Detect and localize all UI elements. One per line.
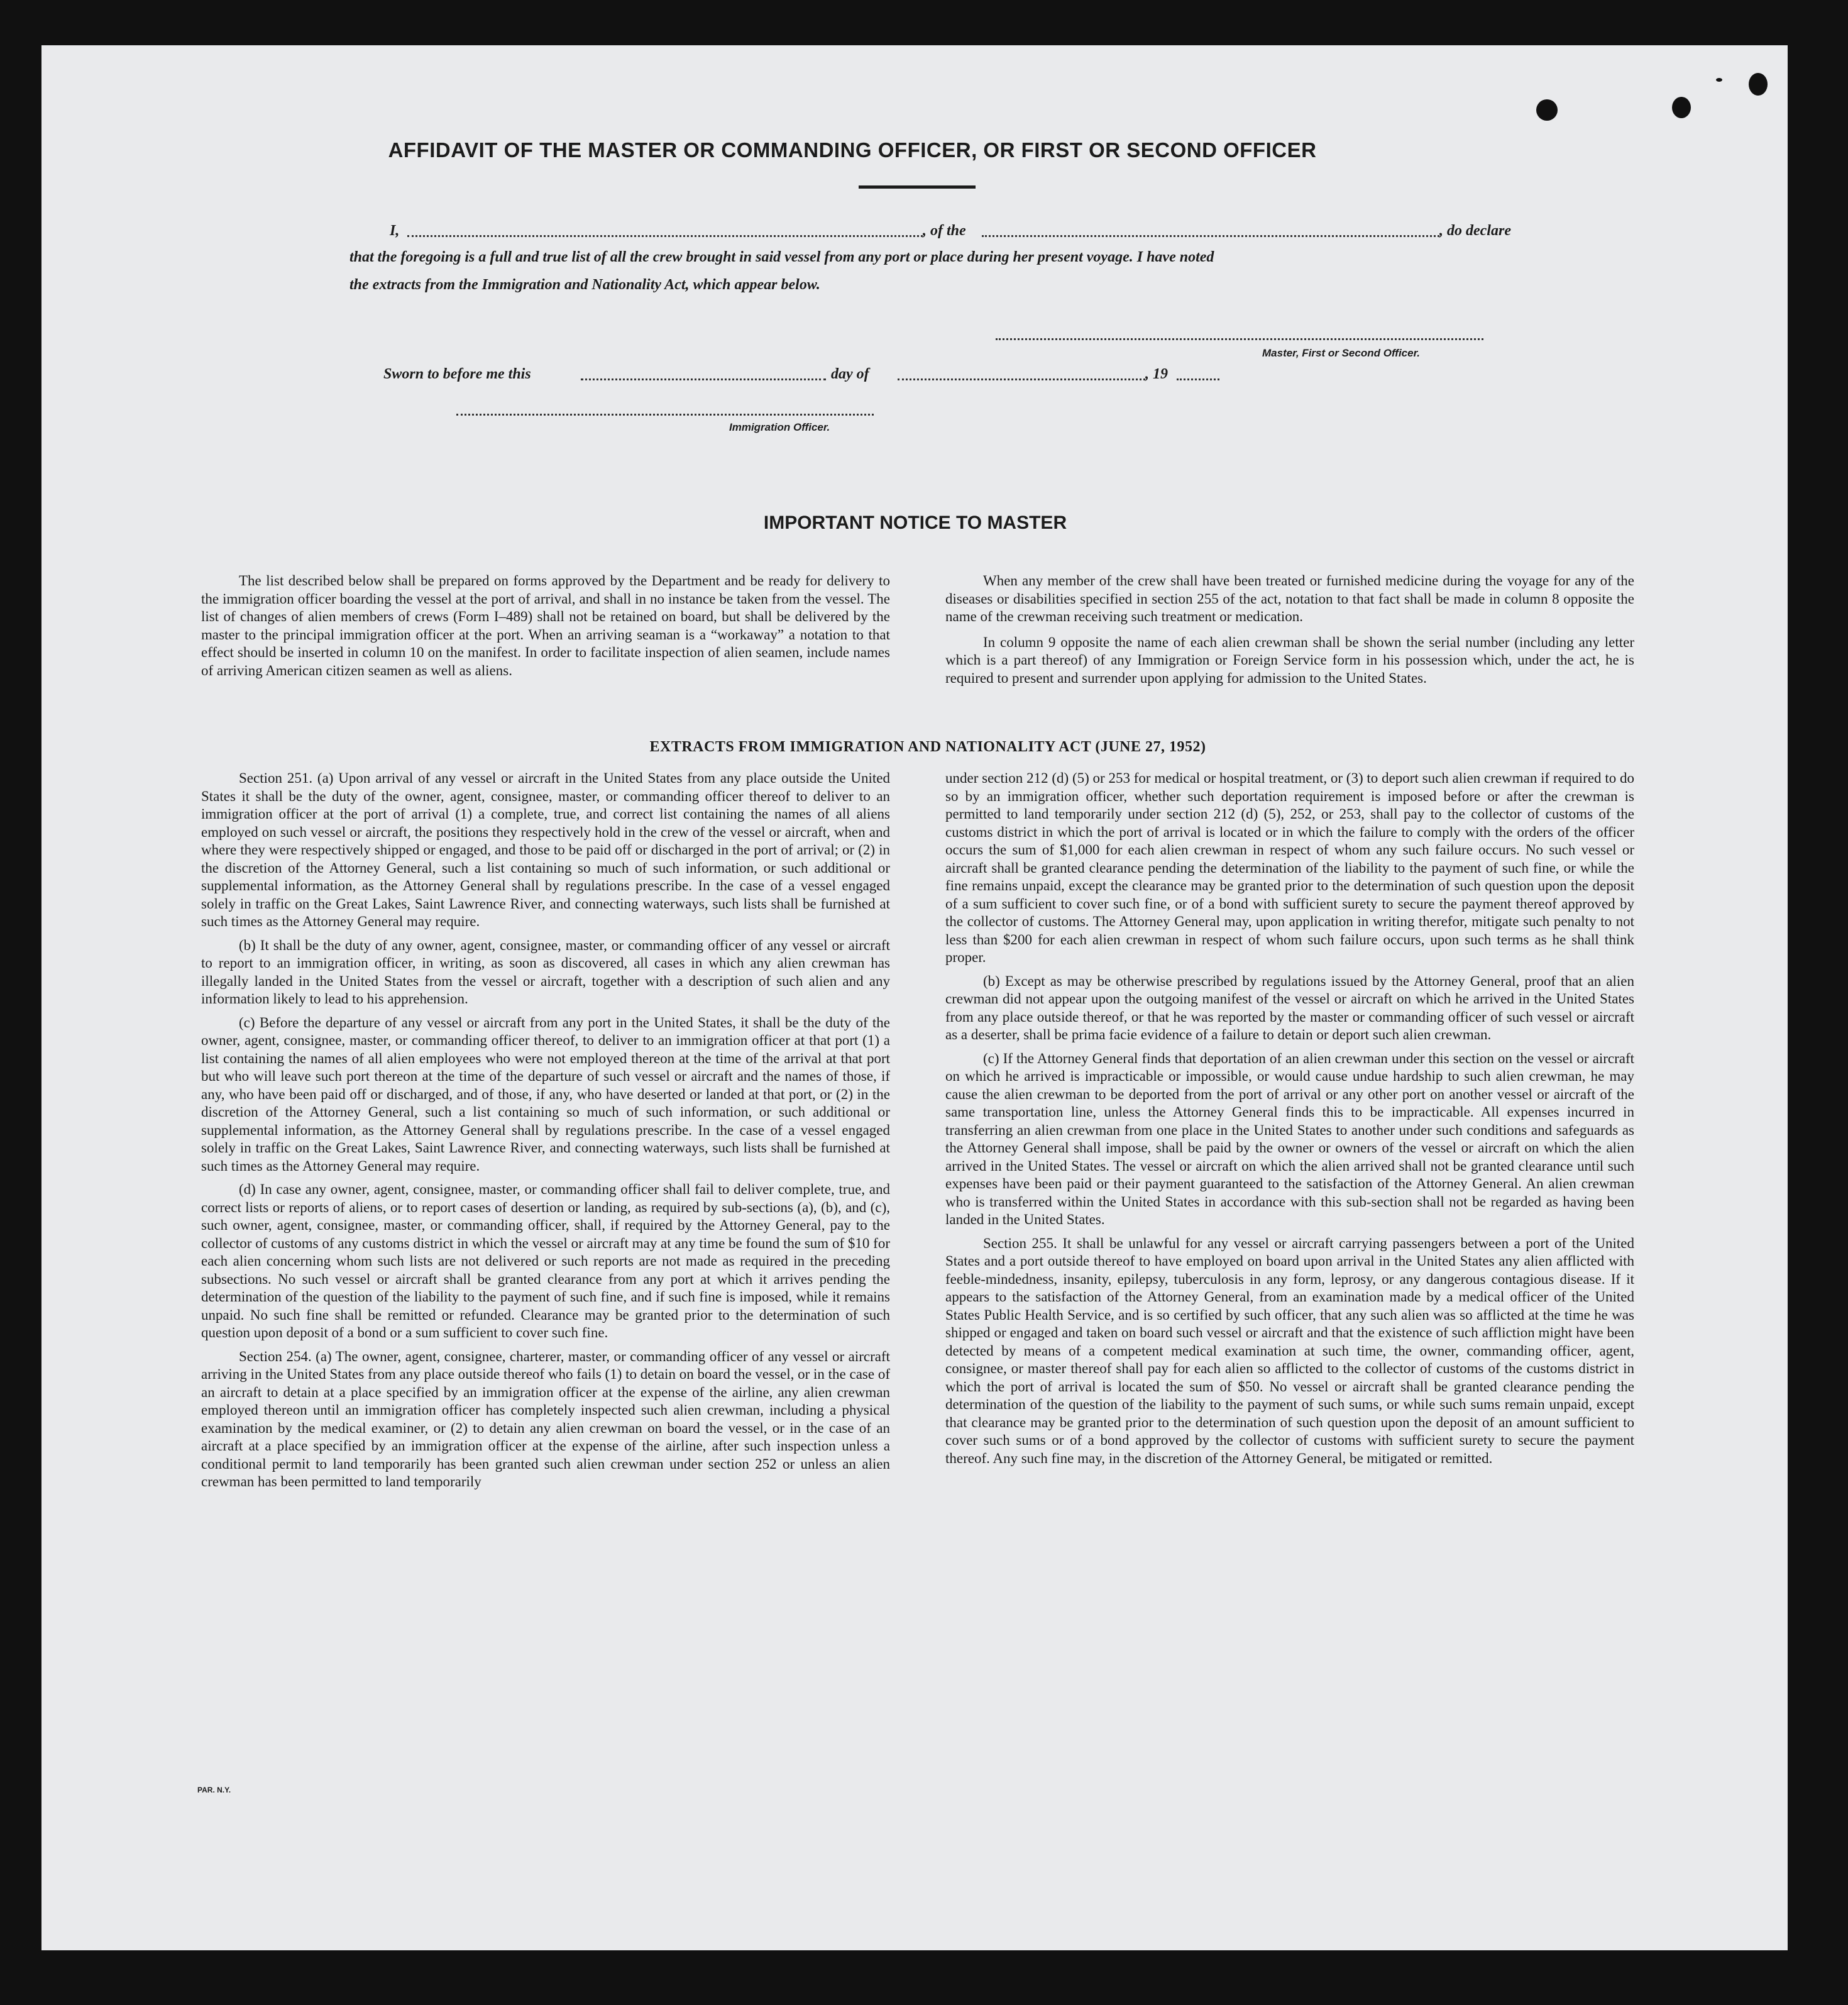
section-255: Section 255. It shall be unlawful for any vessel or aircraft carrying passengers between a port of the United States and a port outside thereof to have employed on board upon arrival in the United States any alien afflicted with feeble-mindedness, insanity, epilepsy, tuberculosis in any form, leprosy, or any dangerous contagious disease. If it appears to the satisfaction of the Attorney General, from an examination made by a medical officer of the United States Public Health Service, and is so certified by such officer, that any such alien was so afflicted at the time he was shipped or engaged and taken on board such vessel or aircraft and that the existence of such affliction might have been detected by means of a competent medical examination at such time, the owner, commanding officer, agent, consignee, or master thereof shall pay for each alien so afflicted to the collector of customs of the customs district in which the port of arrival is located the sum of $50. No vessel or aircraft shall be granted clearance pending the determination of the question of the liability to the payment of such sums, or while such sums remain unpaid, except that clearance may be granted prior to the determination of such question upon the deposit of an amount sufficient to cover such sums or of a bond approved by the collector of customs with sufficient surety to secure the payment thereof. Any such fine may, in the discretion of the Attorney General, be mitigated or remitted. bbox=[945, 1235, 1634, 1466]
sworn-month-field[interactable] bbox=[898, 378, 1145, 380]
notice-paragraph: The list described below shall be prepared on forms approved by the Department and be ready for delivery to the immigration officer boarding the vessel at the port of arrival, and shall in no instance be taken from the vessel. The list of changes of alien members of crews (Form I–489) shall not be retained on board, but shall be delivered by the master to the principal immigration officer at the port. When an arriving seaman is a “workaway” a notation to that effect should be inserted in column 10 on the manifest. In order to facilitate inspection of alien seamen, include names of arriving American citizen seamen as well as aliens. bbox=[201, 573, 890, 678]
affidavit-statement-line: that the foregoing is a full and true list of all the crew brought in said vessel from any port or place during her present voyage. I have noted bbox=[349, 249, 1214, 265]
punch-hole-mark bbox=[1536, 99, 1558, 121]
section-254-b: (b) Except as may be otherwise prescribed by regulations issued by the Attorney General, proof that an alien crewman did not appear upon the outgoing manifest of the vessel or aircraft on which he arrived in the United States from any place outside thereof, or that he was reported by the master or commanding officer of such vessel or aircraft as a deserter, shall be prima facie evidence of a failure to detain or deport such alien crewman. bbox=[945, 973, 1634, 1042]
master-signature-label: Master, First or Second Officer. bbox=[1262, 347, 1420, 359]
affidavit-declare-label: , do declare bbox=[1439, 223, 1511, 239]
section-251-c: (c) Before the departure of any vessel or aircraft from any port in the United States, it shall be the duty of the owner, agent, consignee, master, or commanding officer thereof, to deliver to an immigration officer at that port (1) a list containing the names of all alien employees who were not employed thereon at the time of the arrival at that port but who will leave such port thereon at the time of the departure of such vessel or aircraft and the names of those, if any, who have been paid off or discharged, and of those, if any, who have deserted or landed at that port, or (2) in the discretion of the Attorney General, such a list containing so much of such information, or such additional or supplemental information, as the Attorney General shall by regulations prescribe. In the case of a vessel engaged solely in traffic on the Great Lakes, Saint Lawrence River, and connecting waterways, such lists shall be furnished at such times as the Attorney General may require. bbox=[201, 1014, 890, 1174]
form-sheet bbox=[41, 45, 1788, 1950]
punch-hole-mark bbox=[1749, 73, 1768, 96]
section-254-c: (c) If the Attorney General finds that deportation of an alien crewman under this section on the vessel or aircraft on which he arrived is impracticable or impossible, or would cause undue hardship to such alien crewman, he may cause the alien crewman to be deported from the port of arrival or any other port on another vessel or aircraft of the same transportation line, unless the Attorney General finds this to be impracticable. All expenses incurred in transferring an alien crewman from one place in the United States to another under such conditions and safeguards as the Attorney General shall impose, shall be paid by the owner or owners of the vessel or aircraft on which the alien arrived in the United States. The vessel or aircraft on which the alien arrived shall not be granted clearance until such expenses have been paid or their payment guaranteed to the satisfaction of the Attorney General. An alien crewman who is transferred within the United States in accordance with this sub-section shall not be regarded as having been landed in the United States. bbox=[945, 1050, 1634, 1227]
sworn-year-field[interactable] bbox=[1177, 378, 1219, 380]
section-251-d: (d) In case any owner, agent, consignee, master, or commanding officer shall fail to deliver complete, true, and correct lists or reports of aliens, or to report cases of desertion or landing, as required by sub-sections (a), (b), and (c), such owner, agent, consignee, master, or commanding officer, shall, if required by the Attorney General, pay to the collector of customs of any customs district in which the vessel or aircraft may at any time be found the sum of $10 for each alien concerning whom such lists are not delivered or such reports are not made as required in the preceding subsections. No such vessel or aircraft shall be granted clearance from any port at which it arrives pending the determination of the question of the liability to the payment of such fine, and if such fine is imposed, while it remains unpaid. No such fine shall be remitted or refunded. Clearance may be granted prior to the determination of such question upon deposit of a bond or a sum sufficient to cover such fine. bbox=[201, 1181, 890, 1340]
punch-hole-mark bbox=[1672, 97, 1691, 118]
officer-signature-field[interactable] bbox=[456, 414, 874, 416]
sworn-label: Sworn to before me this bbox=[383, 366, 531, 382]
day-of-label: day of bbox=[831, 366, 869, 382]
affidavit-of-the-label: , of the bbox=[923, 223, 966, 239]
extracts-left-column bbox=[201, 770, 890, 1497]
notice-paragraph: In column 9 opposite the name of each alien crewman shall be shown the serial number (including any letter which is a part thereof) of any Immigration or Foreign Service form in his possession which, under the act, he is required to present and surrender upon applying for admission to the United States. bbox=[945, 634, 1634, 686]
notice-paragraph: When any member of the crew shall have been treated or furnished medicine during the voyage for any of the diseases or disabilities specified in section 255 of the act, notation to that fact shall be made in column 8 opposite the name of the crewman receiving such treatment or medication. bbox=[945, 573, 1634, 624]
printer-mark: PAR. N.Y. bbox=[197, 1786, 231, 1794]
affidavit-title: AFFIDAVIT OF THE MASTER OR COMMANDING OFFICER, OR FIRST OR SECOND OFFICER bbox=[388, 138, 1317, 162]
speck-mark bbox=[1716, 78, 1722, 82]
affidavit-i-label: I, bbox=[390, 223, 400, 239]
section-254-a-continued: under section 212 (d) (5) or 253 for medical or hospital treatment, or (3) to deport such alien crewman if required to do so by an immigration officer, whether such deportation requirement is imposed before or after the crewman is permitted to land temporarily under section 212 (d) (5), 252, or 253, shall pay to the collector of customs of the customs district in which the port of arrival is located or in which the failure to comply with the orders of the officer occurs the sum of $1,000 for each alien crewman in respect of whom any such failure occurs. No such vessel or aircraft shall be granted clearance pending the determination of the liability to the payment of such fine, or while the fine remains unpaid, except the clearance may be granted prior to the determination of such question upon the deposit of a sum sufficient to cover such fine, or of a bond with sufficient surety to secure the payment thereof approved by the collector of customs. The Attorney General may, upon application in writing therefor, mitigate such penalty to not less than $200 for each alien crewman in respect of whom such failure occurs, upon such terms as he shall think proper. bbox=[945, 770, 1634, 965]
declarant-name-field[interactable] bbox=[407, 235, 923, 237]
section-254-a: Section 254. (a) The owner, agent, consignee, charterer, master, or commanding officer of any vessel or aircraft arriving in the United States from any place outside thereof who fails (1) to detain on board the vessel, or in the case of an aircraft to detain at a place specified by an immigration officer at the expense of the airline, any alien crewman employed thereon until an immigration officer has completely inspected such alien crewman, including a physical examination by the medical examiner, or (2) to detain any alien crewman on board the vessel, or in the case of an aircraft at a place specified by an immigration officer at the expense of the airline, after such inspection unless a conditional permit to land temporarily has been granted such alien crewman under section 252 or unless an alien crewman has been permitted to land temporarily bbox=[201, 1348, 891, 1489]
sworn-day-field[interactable] bbox=[581, 378, 826, 380]
section-251-a: Section 251. (a) Upon arrival of any vessel or aircraft in the United States from any place outside the United States it shall be the duty of the owner, agent, consignee, master, or commanding officer thereof to deliver to an immigration officer at the port of arrival (1) a complete, true, and correct list containing the names of all aliens employed on such vessel or aircraft, the positions they respectively hold in the crew of the vessel or aircraft, when and where they were respectively shipped or engaged, and those to be paid off or discharged in the port of arrival; or (2) in the discretion of the Attorney General, such a list containing so much of such information, or such additional or supplemental information, as the Attorney General shall by regulations prescribe. In the case of a vessel engaged solely in traffic on the Great Lakes, Saint Lawrence River, and connecting waterways, such lists shall be furnished at such times as the Attorney General may require. bbox=[201, 770, 890, 929]
master-signature-field[interactable] bbox=[996, 338, 1483, 340]
year-label: , 19 bbox=[1145, 366, 1168, 382]
extracts-title: EXTRACTS FROM IMMIGRATION AND NATIONALITY ACT (JUNE 27, 1952) bbox=[649, 739, 1206, 755]
officer-signature-label: Immigration Officer. bbox=[729, 421, 830, 433]
title-underline bbox=[859, 185, 976, 189]
notice-title: IMPORTANT NOTICE TO MASTER bbox=[763, 512, 1067, 533]
notice-right-column bbox=[945, 572, 1634, 693]
section-251-b: (b) It shall be the duty of any owner, agent, consignee, master, or commanding officer of any vessel or aircraft to report to an immigration officer, in writing, as soon as discovered, all cases in which any alien crewman has illegally landed in the United States from the vessel or aircraft, together with a description of such alien and any information likely to lead to his apprehension. bbox=[201, 937, 890, 1007]
extracts-right-column bbox=[945, 770, 1634, 1473]
affidavit-statement-line-2: the extracts from the Immigration and Nationality Act, which appear below. bbox=[349, 277, 820, 293]
vessel-name-field[interactable] bbox=[982, 235, 1439, 237]
notice-left-column bbox=[201, 572, 890, 685]
